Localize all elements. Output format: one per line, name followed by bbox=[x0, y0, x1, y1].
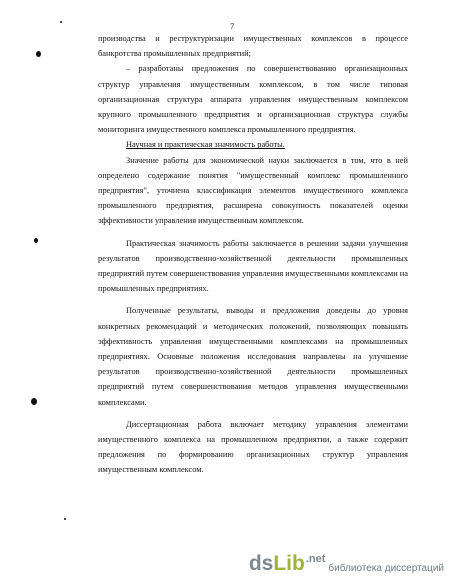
section-heading: Научная и практическая значимость работы. bbox=[126, 140, 285, 150]
paragraph-dissertation-content: Диссертационная работа включает методику управления элементами имущественного комплекса на промышленном предприятии, а также содержит предложения по формированию организационных структур управления имущественным комплексом. bbox=[98, 419, 408, 475]
logo-ds-text: ds bbox=[248, 552, 274, 575]
scan-dot-mark bbox=[36, 51, 41, 57]
logo-dotnet-text: .net bbox=[305, 553, 326, 565]
paragraph-results: Полученные результаты, выводы и предложения доведены до уровня конкретных рекомендаций и методических положений, позволяющих повышать эффективность управления имущественными комплексами на промышленных предприятиях. Основные положения исследования направлены на улучшение результатов производственно-хозяйственной деятельности промышленных предприятий путем совершенствования методов управления имущественными комплексами. bbox=[98, 306, 408, 407]
dslib-logo bbox=[249, 553, 326, 574]
scan-dot-mark bbox=[34, 238, 38, 243]
dslib-watermark bbox=[249, 553, 444, 574]
body-text-block bbox=[98, 31, 408, 478]
paragraph-scientific-significance: Значение работы для экономической науки заключается в том, что в ней определено содержание понятия "имущественный комплекс промышленного предприятия", уточнена классификация элементов имущественного комплекса промышленного предприятия, расширена совокупность показателей оценки эффективности управления имущественным комплексом. bbox=[98, 155, 408, 226]
page-number: 7 bbox=[230, 21, 235, 31]
scan-dot-mark bbox=[31, 398, 37, 405]
paragraph-practical-significance: Практическая значимость работы заключается в решении задачи улучшения результатов производственно-хозяйственной деятельности промышленных предприятий путем совершенствования управления имущественными комплексами на промышленных предприятиях. bbox=[98, 238, 408, 294]
logo-lib-text: Lib bbox=[273, 552, 305, 575]
scan-dot-mark bbox=[64, 518, 66, 520]
scan-dot-mark bbox=[60, 21, 62, 23]
paragraph-list-item: – разработаны предложения по совершенствованию организационных структур управления имущественным комплексом, в том числе типовая организационная структура аппарата управления имущественным комплексом крупного промышленного предприятия и организационная структура службы мониторинга имущественного комплекса промышленного предприятия. bbox=[98, 64, 408, 135]
paragraph-continuation: производства и реструктуризации имущественных комплексов в процессе банкротства промышленных предприятий; bbox=[98, 34, 408, 59]
watermark-subtitle: библиотека диссертаций bbox=[328, 563, 444, 574]
